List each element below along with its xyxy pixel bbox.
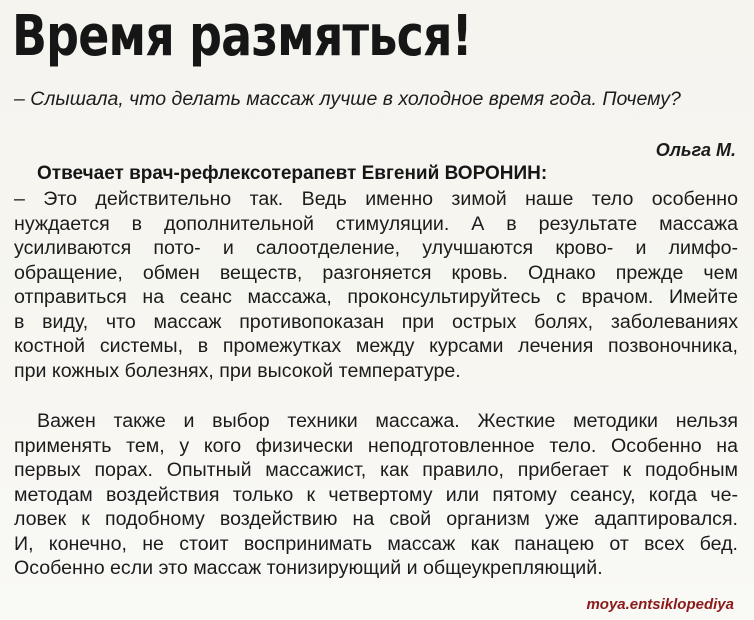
source-watermark: moya.entsiklopediya — [586, 596, 734, 613]
text-line: – Это действительно так. Ведь именно зимой наше тело особенно — [14, 188, 738, 210]
answer-paragraph-2 — [14, 409, 738, 581]
text-line: при кожных болезнях, при высокой температуре. — [14, 359, 461, 382]
text-line: Важен также и выбор техники массажа. Жесткие методики нельзя — [37, 410, 738, 432]
text-line: нуждается в дополнительной стимуляции. А в результате массажа — [14, 212, 738, 235]
text-line: методам воздействия только к четвертому или пятому сеансу, когда че- — [14, 483, 738, 506]
answer-paragraph-1 — [14, 187, 738, 383]
text-line: в виду, что массаж противопоказан при острых болях, заболеваниях — [14, 310, 738, 333]
text-line: Особенно если это массаж тонизирующий и общеукрепляющий. — [14, 557, 603, 579]
text-line: первых порах. Опытный массажист, как правило, прибегает к подобным — [14, 459, 738, 481]
text-line: отправиться на сеанс массажа, проконсультируйтесь с врачом. Имейте — [14, 286, 738, 308]
text-line: применять тем, у кого физически неподготовленное тело. Особенно на — [14, 434, 738, 457]
reader-question: – Слышала, что делать массаж лучше в холодное время года. Почему? — [14, 88, 681, 110]
text-line: костной системы, в промежутках между курсами лечения позвоночника, — [14, 335, 738, 357]
headline: Время размяться! — [12, 4, 472, 69]
text-line: И, конечно, не стоит воспринимать массаж как панацею от всех бед. — [14, 532, 738, 555]
text-line: обращение, обмен веществ, разгоняется кровь. Однако прежде чем — [14, 261, 738, 284]
text-line: ловек к подобному воздействию на свой организм уже адаптировался. — [14, 508, 738, 530]
question-author: Ольга М. — [655, 140, 736, 160]
responder-line: Отвечает врач-рефлексотерапевт Евгений ВОРОНИН: — [37, 163, 548, 184]
text-line: усиливаются пото- и салоотделение, улучшаются крово- и лимфо- — [14, 237, 738, 259]
